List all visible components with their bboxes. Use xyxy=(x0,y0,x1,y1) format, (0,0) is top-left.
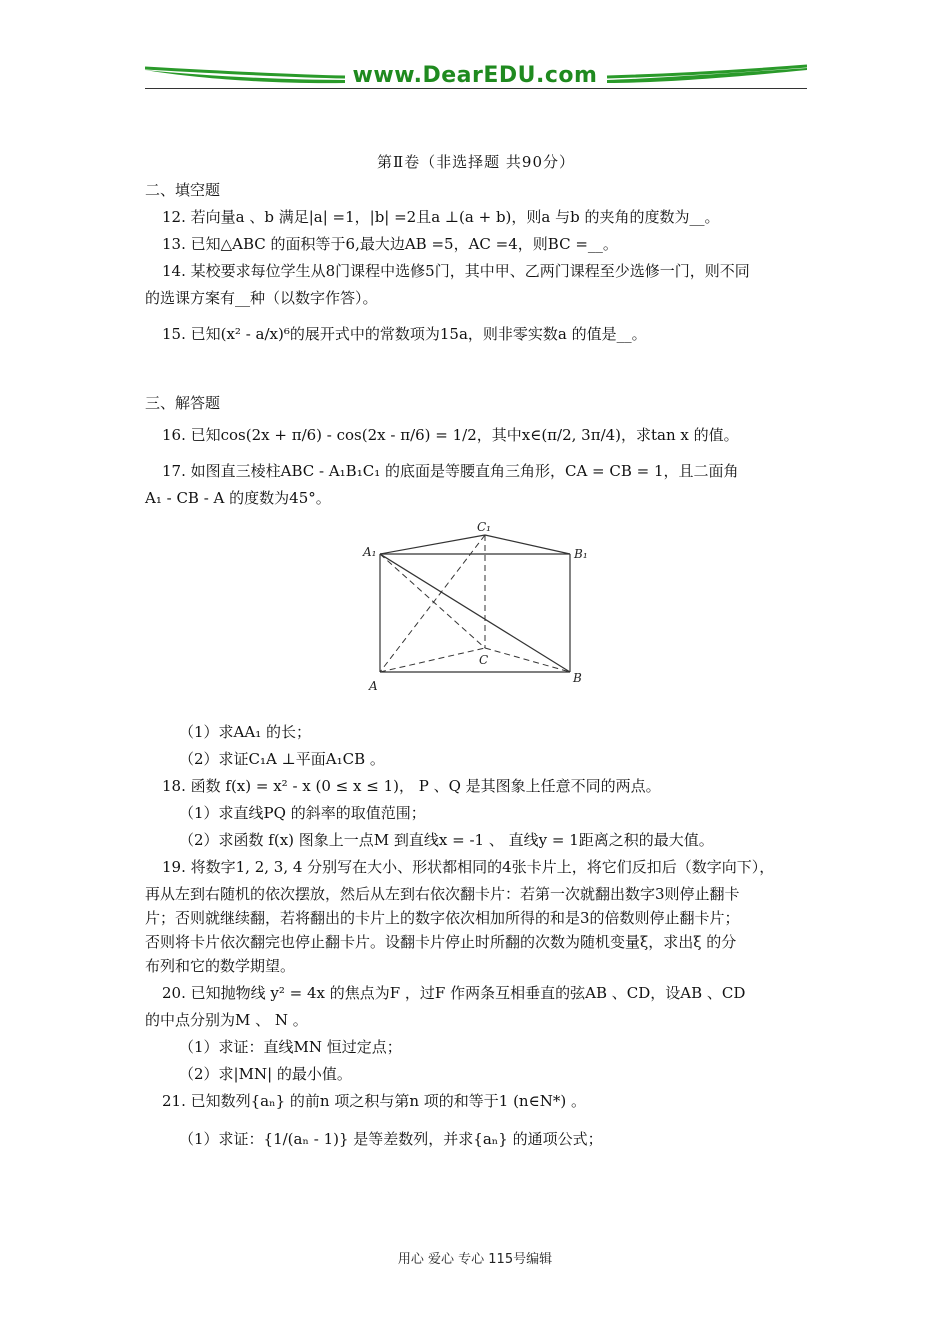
question-16: 16. 已知cos(2x + π/6) - cos(2x - π/6) = 1/2，其中x∈(π/2, 3π/4)，求tan x 的值。 xyxy=(162,426,739,444)
question-19-line5: 布列和它的数学期望。 xyxy=(145,957,296,975)
exam-page xyxy=(145,150,807,1154)
edge-a1c-hidden xyxy=(380,554,485,648)
question-17-part2: （2）求证C₁A ⊥平面A₁CB 。 xyxy=(179,750,385,768)
edge-ac-hidden xyxy=(380,648,485,672)
header-rule xyxy=(145,88,807,89)
question-13: 13. 已知△ABC 的面积等于6,最大边AB =5，AC =4，则BC =__。 xyxy=(162,235,618,253)
label-a: A xyxy=(369,679,378,693)
question-19-line3: 片；否则就继续翻，若将翻出的卡片上的数字依次相加所得的和是3的倍数则停止翻卡片； xyxy=(145,909,740,927)
section-fill-blank: 二、填空题 xyxy=(145,181,221,199)
part-title: 第Ⅱ卷（非选择题 共90分） xyxy=(376,153,576,171)
question-21-part1: （1）求证：{1/(aₙ - 1)} 是等差数列，并求{aₙ} 的通项公式； xyxy=(179,1130,603,1148)
page-footer: 用心 爱心 专心 115号编辑 xyxy=(397,1252,553,1267)
question-14-line1: 14. 某校要求每位学生从8门课程中选修5门，其中甲、乙两门课程至少选修一门，则不同 xyxy=(162,262,750,280)
question-20-line1: 20. 已知抛物线 y² = 4x 的焦点为F ，过F 作两条互相垂直的弦AB 、CD，设AB 、CD xyxy=(162,984,746,1002)
site-logo-text: www.DearEDU.com xyxy=(352,63,598,88)
question-18-part2: （2）求函数 f(x) 图象上一点M 到直线x = -1 、 直线y = 1距离之积的最大值。 xyxy=(179,831,714,849)
edge-a1c1 xyxy=(380,535,485,554)
label-c: C xyxy=(479,653,489,667)
section-answer: 三、解答题 xyxy=(145,394,221,412)
page-header xyxy=(145,58,807,94)
question-15: 15. 已知(x² - a/x)⁶的展开式中的常数项为15a，则非零实数a 的值是__。 xyxy=(162,325,647,343)
question-17-line1: 17. 如图直三棱柱ABC - A₁B₁C₁ 的底面是等腰直角三角形，CA = CB = 1，且二面角 xyxy=(162,462,739,480)
label-b1: B₁ xyxy=(574,547,588,561)
prism-figure xyxy=(355,520,595,710)
edge-cb-hidden xyxy=(485,648,570,672)
question-20-part2: （2）求|MN| 的最小值。 xyxy=(179,1065,352,1083)
question-18: 18. 函数 f(x) = x² - x (0 ≤ x ≤ 1)， P 、Q 是其图象上任意不同的两点。 xyxy=(162,777,661,795)
edge-a1b xyxy=(380,554,570,672)
question-18-part1: （1）求直线PQ 的斜率的取值范围； xyxy=(179,804,426,822)
question-20-part1: （1）求证：直线MN 恒过定点； xyxy=(179,1038,402,1056)
question-19-line2: 再从左到右随机的依次摆放，然后从左到右依次翻卡片：若第一次就翻出数字3则停止翻卡 xyxy=(145,885,740,903)
question-12: 12. 若向量a 、b 满足|a| =1，|b| =2且a ⊥(a + b)，则a 与b 的夹角的度数为__。 xyxy=(162,208,720,226)
label-b: B xyxy=(573,671,582,685)
question-19-line4: 否则将卡片依次翻完也停止翻卡片。设翻卡片停止时所翻的次数为随机变量ξ，求出ξ 的分 xyxy=(145,933,737,951)
label-c1: C₁ xyxy=(477,520,491,534)
question-17-part1: （1）求AA₁ 的长； xyxy=(179,723,311,741)
question-21: 21. 已知数列{aₙ} 的前n 项之积与第n 项的和等于1 (n∈N*) 。 xyxy=(162,1092,586,1110)
question-17-line2: A₁ - CB - A 的度数为45°。 xyxy=(145,489,331,507)
question-20-line2: 的中点分别为M 、 N 。 xyxy=(145,1011,308,1029)
label-a1: A₁ xyxy=(363,545,377,559)
question-19-line1: 19. 将数字1, 2, 3, 4 分别写在大小、形状都相同的4张卡片上，将它们反扣后（数字向下）， xyxy=(162,858,775,876)
question-14-line2: 的选课方案有__种（以数字作答）。 xyxy=(145,289,378,307)
edge-c1b1 xyxy=(485,535,570,554)
